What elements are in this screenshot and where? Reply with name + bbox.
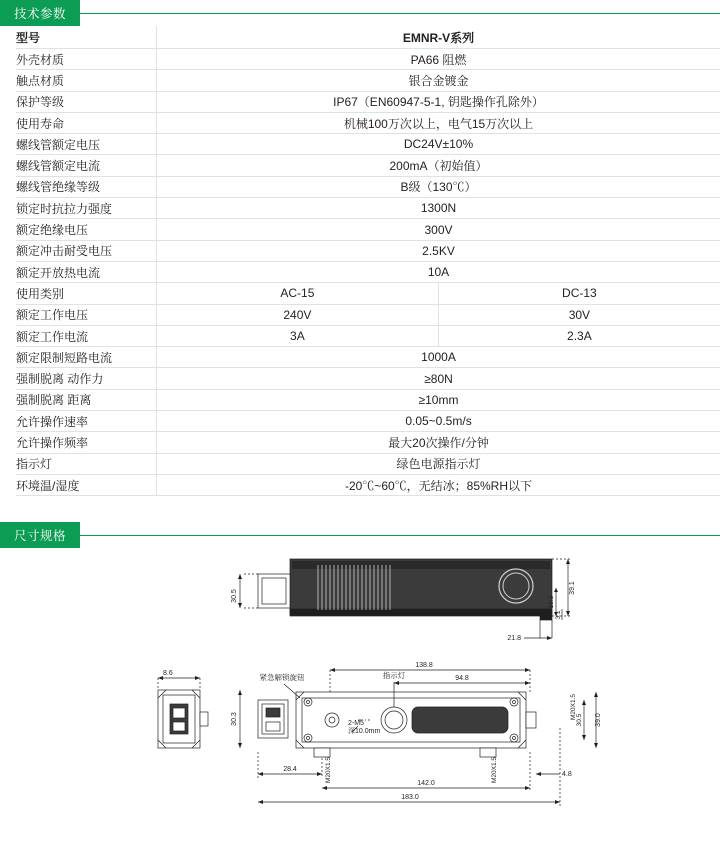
table-row (16, 240, 720, 261)
side-dim-39-1: 39.1 (569, 581, 576, 595)
thread-label-right-bottom: M20X1.5 (491, 757, 498, 783)
spec-label: 强制脱离 动作力 (16, 368, 157, 389)
spec-table (16, 26, 720, 496)
spec-value: ≥80N (157, 368, 720, 389)
spec-value: 2.5KV (157, 240, 720, 261)
spec-value: 绿色电源指示灯 (157, 453, 720, 474)
spec-value: 0.05~0.5m/s (157, 411, 720, 432)
spec-label: 使用类别 (16, 283, 157, 304)
callout-screw-depth: 深10.0mm (348, 727, 380, 735)
spec-value: 200mA（初始值） (157, 155, 720, 176)
spec-label: 额定开放热电流 (16, 261, 157, 282)
spec-value: EMNR-V系列 (157, 26, 720, 49)
spec-label: 指示灯 (16, 453, 157, 474)
callout-emergency-release: 紧急解锁旋钮 (260, 672, 305, 682)
spec-label: 外壳材质 (16, 49, 157, 70)
spec-value: DC24V±10% (157, 134, 720, 155)
spec-label: 触点材质 (16, 70, 157, 91)
spec-value: 机械100万次以上，电气15万次以上 (157, 112, 720, 133)
spec-label: 额定限制短路电流 (16, 347, 157, 368)
side-dim-21-8: 21.8 (507, 635, 521, 642)
spec-label: 使用寿命 (16, 112, 157, 133)
top-dim-39-0: 39.0 (595, 713, 602, 727)
spec-value-left: 3A (157, 325, 439, 346)
spec-value: IP67（EN60947-5-1, 钥匙操作孔除外） (157, 91, 720, 112)
top-dim-94-8: 94.8 (455, 675, 469, 682)
spec-label: 强制脱离 距离 (16, 389, 157, 410)
table-row (16, 70, 720, 91)
table-row (16, 347, 720, 368)
table-row (16, 198, 720, 219)
table-row (16, 283, 720, 304)
side-view-drawing (231, 559, 576, 642)
top-dim-138-8: 138.8 (415, 662, 433, 669)
callout-screw-note: 2-M5 (348, 720, 364, 727)
thread-label-right: M20X1.5 (570, 694, 577, 720)
spec-value-right: 30V (438, 304, 720, 325)
table-row (16, 219, 720, 240)
spec-label: 螺线管绝缘等级 (16, 176, 157, 197)
spec-value: 1300N (157, 198, 720, 219)
end-view-drawing (158, 670, 242, 748)
table-row (16, 176, 720, 197)
table-row (16, 134, 720, 155)
top-dim-30-5: 30.5 (576, 714, 583, 727)
spec-label: 型号 (16, 26, 157, 49)
specs-section-rule (80, 13, 720, 14)
spec-label: 锁定时抗拉力强度 (16, 198, 157, 219)
top-dim-4-8: 4.8 (562, 771, 572, 778)
table-row (16, 411, 720, 432)
spec-label: 允许操作频率 (16, 432, 157, 453)
table-row (16, 453, 720, 474)
spec-label: 螺线管额定电流 (16, 155, 157, 176)
spec-value: PA66 阻燃 (157, 49, 720, 70)
spec-value: 银合金镀金 (157, 70, 720, 91)
spec-value: 10A (157, 261, 720, 282)
top-view-drawing (258, 662, 602, 806)
top-dim-183-0: 183.0 (401, 794, 419, 801)
spec-value-left: AC-15 (157, 283, 439, 304)
end-dim-8-6: 8.6 (163, 670, 173, 677)
spec-value: 1000A (157, 347, 720, 368)
spec-value: 300V (157, 219, 720, 240)
dimensions-section-title: 尺寸规格 (0, 522, 80, 548)
table-row (16, 474, 720, 495)
specs-section-header (0, 0, 720, 26)
side-dim-30-5: 30.5 (231, 589, 238, 603)
table-row (16, 368, 720, 389)
table-row (16, 389, 720, 410)
spec-label: 螺线管额定电压 (16, 134, 157, 155)
spec-label: 额定工作电压 (16, 304, 157, 325)
table-row (16, 325, 720, 346)
spec-table-body (16, 26, 720, 496)
top-dim-142-0: 142.0 (417, 780, 435, 787)
table-row (16, 432, 720, 453)
spec-value: 最大20次操作/分钟 (157, 432, 720, 453)
table-row (16, 112, 720, 133)
spec-label: 保护等级 (16, 91, 157, 112)
spec-value: B级（130℃） (157, 176, 720, 197)
table-row (16, 26, 720, 49)
thread-label-left-bottom: M20X1.5 (325, 757, 332, 783)
table-row (16, 261, 720, 282)
side-dim-3-1: 3.1 (555, 610, 562, 619)
spec-label: 环境温/湿度 (16, 474, 157, 495)
spec-table-wrapper (0, 26, 720, 496)
table-row (16, 91, 720, 112)
spec-label: 额定工作电流 (16, 325, 157, 346)
table-row (16, 304, 720, 325)
callout-indicator: 指示灯 (383, 670, 406, 680)
spec-value: -20℃~60℃，无结冰；85%RH以下 (157, 474, 720, 495)
dimensions-section-rule (80, 535, 720, 536)
end-dim-30-3: 30.3 (231, 712, 238, 726)
top-dim-28-4: 28.4 (283, 766, 297, 773)
spec-label: 额定冲击耐受电压 (16, 240, 157, 261)
table-row (16, 155, 720, 176)
specs-section-title: 技术参数 (0, 0, 80, 26)
dimensions-section-header (0, 522, 720, 548)
spec-label: 额定绝缘电压 (16, 219, 157, 240)
spec-value-right: DC-13 (438, 283, 720, 304)
spec-value-left: 240V (157, 304, 439, 325)
spec-label: 允许操作速率 (16, 411, 157, 432)
side-dim-15-3: 15.3 (548, 596, 555, 609)
spec-value-right: 2.3A (438, 325, 720, 346)
table-row (16, 49, 720, 70)
spec-value: ≥10mm (157, 389, 720, 410)
